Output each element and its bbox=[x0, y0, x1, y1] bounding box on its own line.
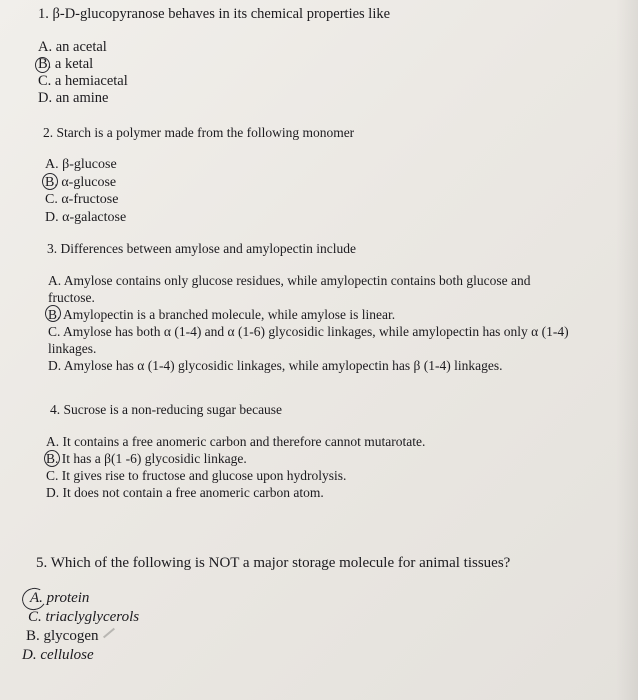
option-a: A. protein bbox=[30, 590, 90, 606]
option-b: B. a ketal bbox=[38, 56, 94, 72]
option-a: A. It contains a free anomeric carbon and therefore cannot mutarotate. bbox=[46, 434, 426, 449]
option-c: C. α-fructose bbox=[45, 192, 119, 207]
option-d: D. cellulose bbox=[22, 647, 94, 663]
option-c: C. triaclyglycerols bbox=[28, 609, 140, 625]
option-d: D. It does not contain a free anomeric carbon atom. bbox=[46, 485, 324, 500]
answer-circle-mark bbox=[42, 173, 58, 190]
option-c: C. a hemiacetal bbox=[38, 73, 128, 89]
question-2 bbox=[43, 124, 354, 141]
question-1-options bbox=[38, 39, 128, 107]
question-5 bbox=[36, 555, 510, 572]
question-3 bbox=[47, 240, 356, 257]
option-c: C. It gives rise to fructose and glucose upon hydrolysis. bbox=[46, 468, 347, 483]
question-stem: 3. Differences between amylose and amylopectin include bbox=[47, 241, 357, 256]
option-a: A. an acetal bbox=[38, 39, 107, 55]
question-stem: 5. Which of the following is NOT a major storage molecule for animal tissues? bbox=[36, 555, 511, 571]
answer-circle-mark bbox=[44, 450, 60, 467]
option-d: D. α-galactose bbox=[45, 209, 127, 225]
option-b: B. glycogen bbox=[26, 628, 99, 644]
option-b: B. It has a β(1 -6) glycosidic linkage. bbox=[46, 451, 247, 466]
option-b: B. α-glucose bbox=[45, 174, 117, 190]
option-d: D. Amylose has α (1-4) glycosidic linkages, while amylopectin has β (1-4) linkages. bbox=[48, 358, 503, 373]
question-4-options bbox=[46, 433, 425, 501]
option-d: D. an amine bbox=[38, 90, 109, 106]
question-4 bbox=[50, 401, 282, 418]
option-a: A. β-glucose bbox=[45, 157, 117, 172]
page-shadow bbox=[616, 0, 638, 700]
question-1 bbox=[38, 6, 390, 23]
question-stem: 1. β-D-glucopyranose behaves in its chemical properties like bbox=[38, 6, 391, 22]
question-2-options bbox=[45, 156, 126, 226]
question-3-options bbox=[48, 272, 568, 374]
option-c: C. Amylose has both α (1-4) and α (1-6) glycosidic linkages, while amylopectin has only α (1-4) linkages. bbox=[48, 324, 569, 356]
option-b: B. Amylopectin is a branched molecule, while amylose is linear. bbox=[48, 307, 396, 322]
answer-circle-mark bbox=[45, 305, 61, 322]
question-stem: 2. Starch is a polymer made from the following monomer bbox=[43, 125, 355, 140]
answer-circle-mark bbox=[35, 57, 50, 73]
option-a: A. Amylose contains only glucose residues, while amylopectin contains both glucose and fructose. bbox=[48, 273, 531, 305]
question-stem: 4. Sucrose is a non-reducing sugar because bbox=[50, 402, 283, 417]
